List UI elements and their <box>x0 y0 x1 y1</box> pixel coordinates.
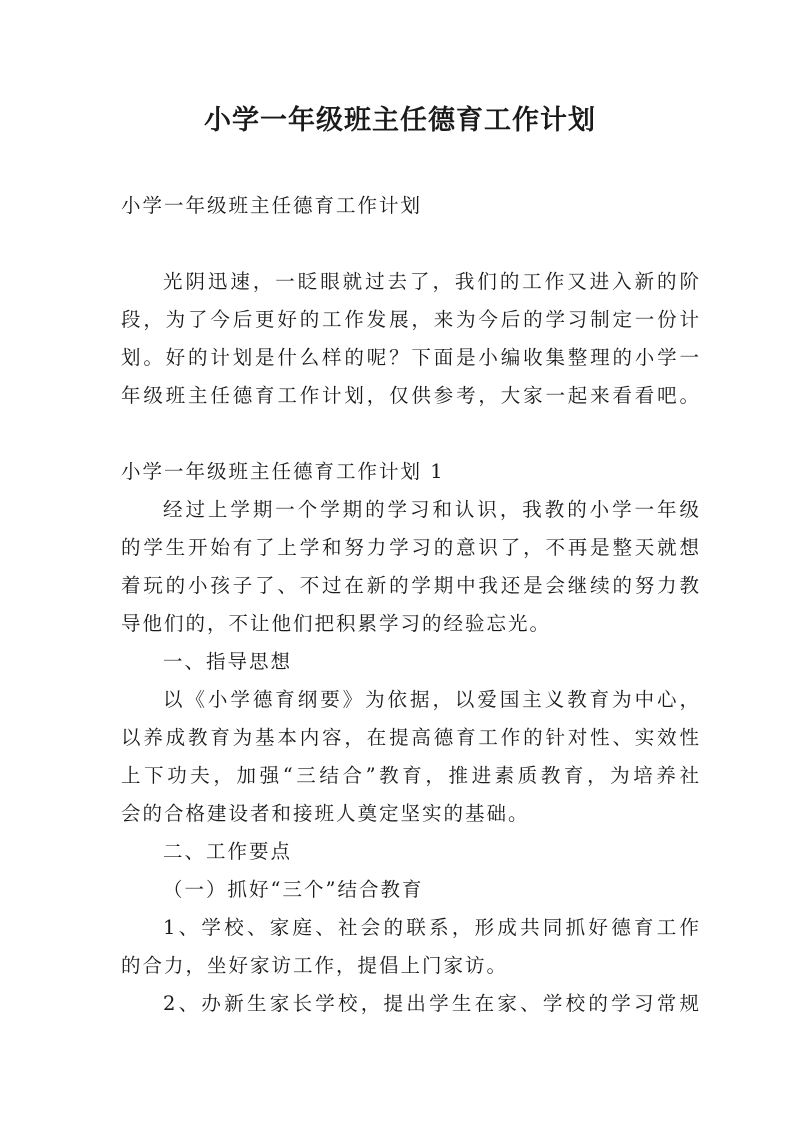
section1-line-4: 导他们的，不让他们把积累学习的经验忘光。 <box>121 612 552 635</box>
item1-line-2: 的合力，坐好家访工作，提倡上门家访。 <box>121 954 509 977</box>
intro-line-1: 光阴迅速，一眨眼就过去了，我们的工作又进入新的阶 <box>163 270 701 293</box>
guiding-line-4: 会的合格建设者和接班人奠定坚实的基础。 <box>121 802 530 825</box>
intro-line-3: 划。好的计划是什么样的呢？下面是小编收集整理的小学一 <box>121 346 701 369</box>
item1-line-1: 1、学校、家庭、社会的联系，形成共同抓好德育工作 <box>163 916 701 939</box>
heading-guiding: 一、指导思想 <box>163 650 293 673</box>
intro-line-2: 段，为了今后更好的工作发展，来为今后的学习制定一份计 <box>121 308 701 331</box>
subheading-1: （一）抓好“三个”结合教育 <box>163 878 424 901</box>
document-title: 小学一年级班主任德育工作计划 <box>204 105 596 136</box>
section1-line-1: 经过上学期一个学期的学习和认识，我教的小学一年级 <box>163 498 701 521</box>
item2-line-1: 2、办新生家长学校，提出学生在家、学校的学习常规 <box>163 992 701 1015</box>
document-subtitle: 小学一年级班主任德育工作计划 <box>121 194 423 217</box>
guiding-line-3: 上下功夫，加强“三结合”教育，推进素质教育，为培养社 <box>121 764 701 787</box>
guiding-line-2: 以养成教育为基本内容，在提高德育工作的针对性、实效性 <box>121 726 701 749</box>
section1-line-2: 的学生开始有了上学和努力学习的意识了，不再是整天就想 <box>121 536 701 559</box>
section1-heading: 小学一年级班主任德育工作计划 1 <box>121 460 445 483</box>
heading-points: 二、工作要点 <box>163 840 293 863</box>
guiding-line-1: 以《小学德育纲要》为依据，以爱国主义教育为中心， <box>163 688 701 711</box>
intro-line-4: 年级班主任德育工作计划，仅供参考，大家一起来看看吧。 <box>121 384 701 407</box>
section1-line-3: 着玩的小孩子了、不过在新的学期中我还是会继续的努力教 <box>121 574 701 597</box>
